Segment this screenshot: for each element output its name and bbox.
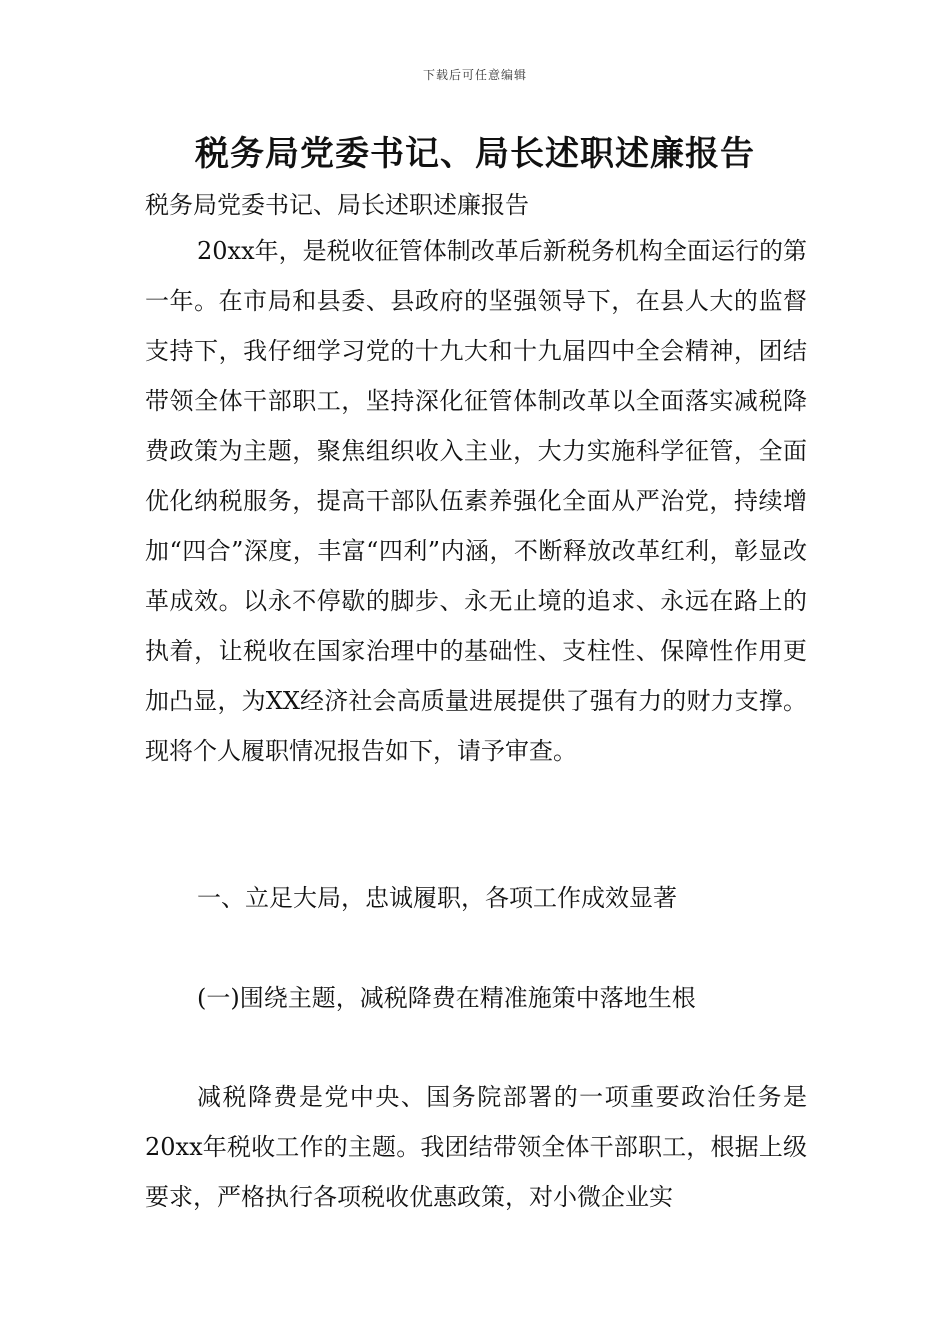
header-note: 下载后可任意编辑 (422, 68, 527, 82)
intro-paragraph: 20xx年，是税收征管体制改革后新税务机构全面运行的第一年。在市局和县委、县政府的坚强领导下，在县人大的监督支持下，我仔细学习党的十九大和十九届四中全会精神，团结带领全体干部职工，坚持深化征管体制改革以全面落实减税降费政策为主题，聚焦组织收入主业，大力实施科学征管，全面优化纳税服务，提高干部队伍素养强化全面从严治党，持续增加“四合”深度，丰富“四利”内涵，不断释放改革红利，彰显改革成效。以永不停歇的脚步、永无止境的追求、永远在路上的执着，让税收在国家治理中的基础性、支柱性、保障性作用更加凸显，为XX经济社会高质量进展提供了强有力的财力支撑。现将个人履职情况报告如下，请予审查。 (145, 237, 807, 765)
section-heading: 一、立足大局，忠诚履职，各项工作成效显著 (197, 884, 677, 912)
body-paragraph: 减税降费是党中央、国务院部署的一项重要政治任务是20xx年税收工作的主题。我团结带领全体干部职工，根据上级要求，严格执行各项税收优惠政策，对小微企业实 (145, 1083, 807, 1211)
document-title: 税务局党委书记、局长述职述廉报告 (195, 134, 755, 174)
document-subtitle: 税务局党委书记、局长述职述廉报告 (145, 191, 529, 219)
subsection-heading: (一)围绕主题，减税降费在精准施策中落地生根 (197, 984, 696, 1012)
